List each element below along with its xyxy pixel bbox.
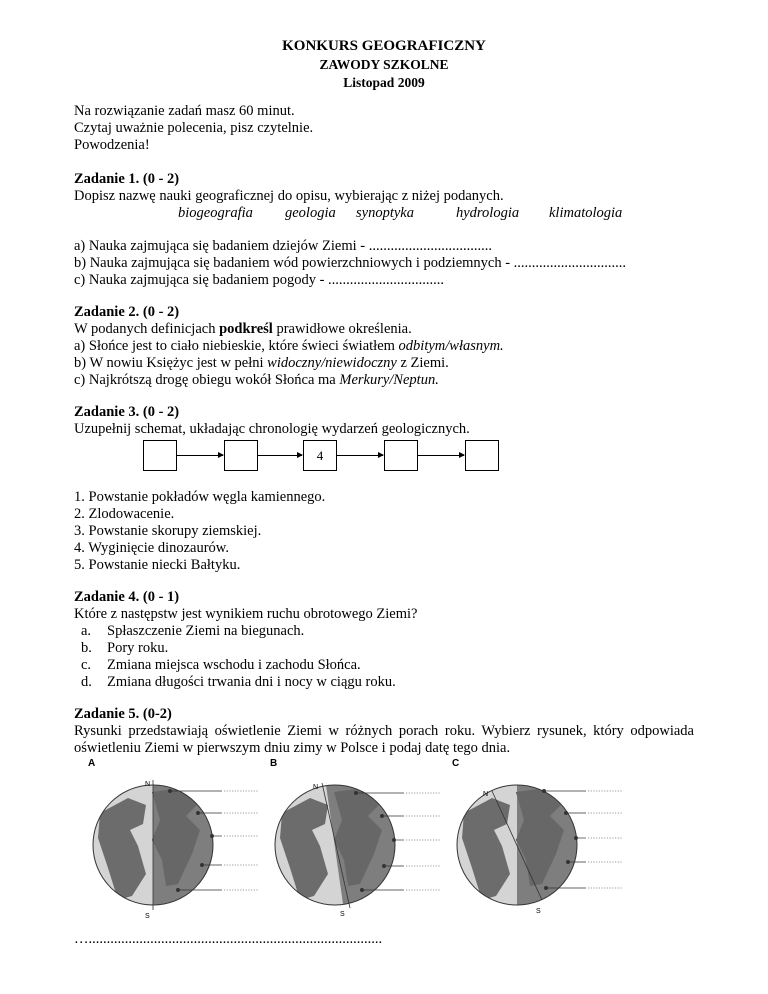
globe-figure-b[interactable] [270, 758, 470, 918]
answer-option[interactable] [81, 674, 396, 691]
event-item: 5. Powstanie niecki Bałtyku. [74, 557, 241, 573]
option-letter: a. [81, 623, 92, 639]
arrow-icon [337, 455, 383, 456]
arrow-icon [258, 455, 302, 456]
science-option: biogeografia [178, 205, 253, 221]
chronology-box-5[interactable] [465, 440, 499, 471]
science-option: klimatologia [549, 205, 623, 221]
task2-instruction-bold: podkreśl [219, 321, 273, 337]
task1-item-a: a) Nauka zajmująca się badaniem dziejów Ziemi - .................................. [74, 238, 492, 254]
option-text: Zmiana długości trwania dni i nocy w ciągu roku. [107, 674, 396, 690]
page-subtitle: ZAWODY SZKOLNE [319, 57, 449, 72]
option-letter: c. [81, 657, 92, 673]
task2-instruction [74, 321, 412, 338]
page-title: KONKURS GEOGRAFICZNY [282, 38, 486, 54]
option-letter: b. [81, 640, 92, 656]
event-item: 4. Wyginięcie dinozaurów. [74, 540, 229, 556]
globe-figure-a[interactable] [88, 758, 288, 918]
task1-item-b: b) Nauka zajmująca się badaniem wód powierzchniowych i podziemnych - ............................... [74, 255, 627, 271]
north-label: N [313, 784, 319, 791]
intro-line-3: Powodzenia! [74, 137, 150, 153]
task3-heading: Zadanie 3. (0 - 2) [74, 404, 180, 420]
arrow-icon [418, 455, 464, 456]
task1-heading: Zadanie 1. (0 - 2) [74, 171, 180, 187]
task4-heading: Zadanie 4. (0 - 1) [74, 589, 180, 605]
science-option: hydrologia [456, 205, 520, 221]
event-item: 3. Powstanie skorupy ziemskiej. [74, 523, 262, 539]
task2-item-c [74, 372, 439, 389]
task2-heading: Zadanie 2. (0 - 2) [74, 304, 180, 320]
south-label: S [536, 908, 541, 915]
globe-c-illustration [452, 758, 652, 918]
chronology-box-4[interactable] [384, 440, 418, 471]
arrow-icon [177, 455, 223, 456]
answer-option[interactable] [81, 623, 304, 640]
option-text: Zmiana miejsca wschodu i zachodu Słońca. [107, 657, 361, 673]
answer-option[interactable] [81, 640, 168, 657]
chronology-box-2[interactable] [224, 440, 258, 471]
globe-a-illustration [88, 758, 288, 918]
task1-item-c: c) Nauka zajmująca się badaniem pogody - ................................ [74, 272, 445, 288]
task2-item-b [74, 355, 449, 372]
globe-figure-c[interactable] [452, 758, 652, 918]
task2-instruction-post: prawidłowe określenia. [272, 321, 412, 337]
task4-question: Które z następstw jest wynikiem ruchu obrotowego Ziemi? [74, 606, 418, 622]
task2-c-text: c) Najkrótszą drogę obiegu wokół Słońca ma [74, 372, 340, 388]
north-label: N [145, 781, 151, 788]
north-label: N [483, 791, 489, 798]
page-date: Listopad 2009 [343, 75, 425, 90]
event-item: 1. Powstanie pokładów węgla kamiennego. [74, 489, 326, 505]
task3-instruction: Uzupełnij schemat, układając chronologię wydarzeń geologicznych. [74, 421, 470, 437]
task2-item-a [74, 338, 504, 355]
answer-line[interactable]: …................................................................................. [74, 931, 383, 947]
task5-text: Rysunki przedstawiają oświetlenie Ziemi w różnych porach roku. Wybierz rysunek, który odpowiada oświetleniu Ziemi w pierwszym dniu zimy w Polsce i podaj datę tego dnia. [74, 723, 694, 756]
option-text: Spłaszczenie Ziemi na biegunach. [107, 623, 305, 639]
south-label: S [340, 911, 345, 918]
answer-option[interactable] [81, 657, 361, 674]
south-label: S [145, 913, 150, 918]
task2-c-options: Merkury/Neptun. [339, 372, 439, 388]
task2-a-text: a) Słońce jest to ciało niebieskie, które świeci światłem [74, 338, 399, 354]
option-letter: d. [81, 674, 92, 690]
task2-b-text: b) W nowiu Księżyc jest w pełni [74, 355, 268, 371]
science-option: geologia [285, 205, 336, 221]
figure-letter: C [452, 758, 460, 769]
option-text: Pory roku. [107, 640, 169, 656]
figure-letter: B [270, 758, 278, 769]
intro-line-2: Czytaj uważnie polecenia, pisz czytelnie. [74, 120, 314, 136]
chronology-box-3: 4 [303, 440, 337, 471]
task5-heading: Zadanie 5. (0-2) [74, 706, 172, 722]
event-item: 2. Zlodowacenie. [74, 506, 175, 522]
task1-instruction: Dopisz nazwę nauki geograficznej do opisu, wybierając z niżej podanych. [74, 188, 504, 204]
intro-line-1: Na rozwiązanie zadań masz 60 minut. [74, 103, 295, 119]
task2-instruction-pre: W podanych definicjach [74, 321, 220, 337]
globe-b-illustration [270, 758, 470, 918]
task2-a-options: odbitym/własnym. [398, 338, 504, 354]
task2-b-post: z Ziemi. [396, 355, 449, 371]
task2-b-options: widoczny/niewidoczny [267, 355, 397, 371]
chronology-box-1[interactable] [143, 440, 177, 471]
figure-letter: A [88, 758, 96, 769]
science-option: synoptyka [356, 205, 414, 221]
